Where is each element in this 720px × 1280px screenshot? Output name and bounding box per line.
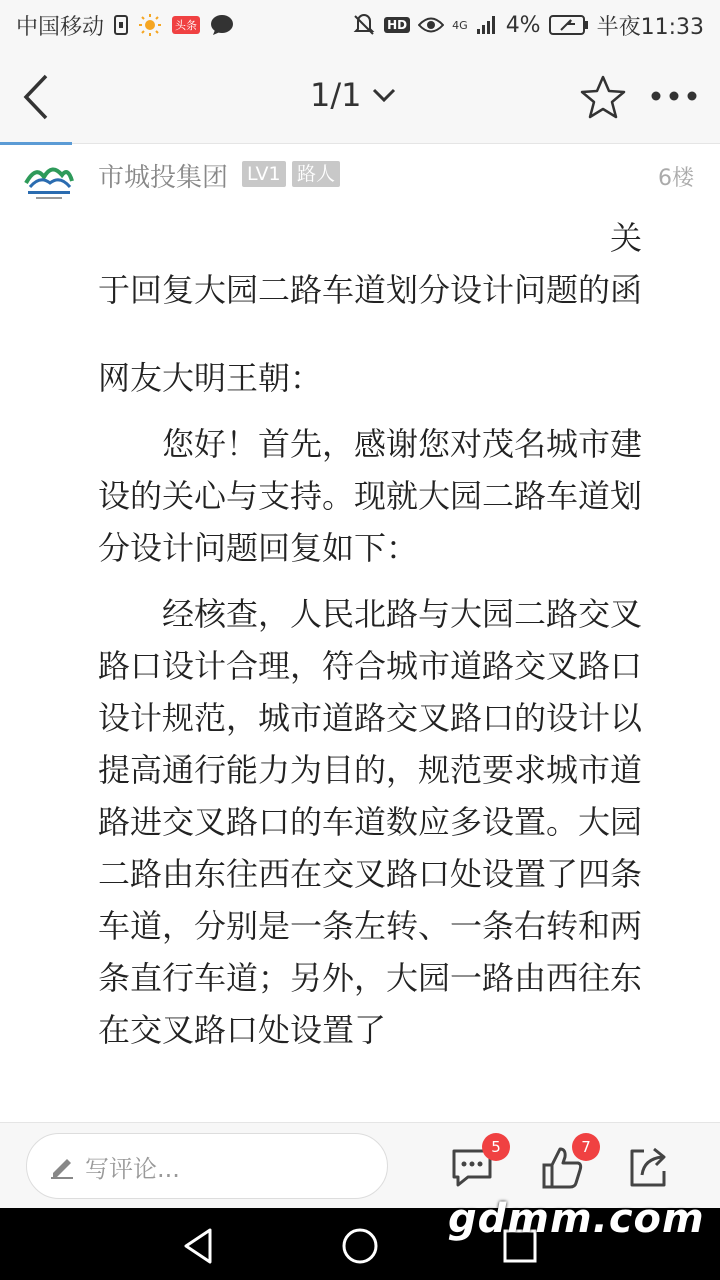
like-button[interactable]: [538, 1138, 591, 1191]
avatar[interactable]: [22, 153, 76, 207]
star-icon: [580, 74, 626, 120]
status-right: [352, 10, 704, 41]
carrier-label: 中国移动: [16, 14, 105, 40]
post-content: [98, 212, 648, 1056]
favorite-button[interactable]: [580, 74, 626, 120]
author-logo-icon: [22, 153, 76, 207]
status-left: [16, 10, 234, 41]
comments-button[interactable]: [448, 1138, 501, 1191]
comment-placeholder: 写评论...: [85, 1154, 180, 1183]
chevron-left-icon: [18, 72, 58, 122]
role-badge: 路人: [292, 161, 340, 187]
back-button[interactable]: [18, 72, 58, 122]
post-paragraph: 您好！首先，感谢您对茂名城市建设的关心与支持。现就大园二路车道划分设计问题回复如下：: [98, 425, 643, 567]
floor-label: 6楼: [658, 166, 694, 191]
spacer: [98, 316, 648, 344]
share-button[interactable]: [624, 1143, 672, 1191]
circle-home-icon: [340, 1226, 380, 1266]
system-back-button[interactable]: [180, 1226, 220, 1266]
signal-icon: [476, 15, 498, 35]
toutiao-app-icon: 头条: [172, 16, 200, 34]
post-greeting: 网友大明王朝：: [98, 359, 323, 397]
eye-icon: [418, 16, 444, 34]
status-bar: [0, 0, 720, 50]
page-indicator-text: 1/1: [310, 76, 362, 114]
more-button[interactable]: [650, 86, 698, 106]
sim-card-icon: [114, 15, 128, 35]
level-badge: LV1: [242, 161, 286, 187]
pencil-icon: [49, 1153, 75, 1179]
battery-icon: [549, 14, 589, 36]
like-count-badge: 7: [572, 1133, 600, 1161]
post-paragraph: 经核查，人民北路与大园二路交叉路口设计合理，符合城市道路交叉路口设计规范，城市道路交叉路口的设计以提高通行能力为目的，规范要求城市道路进交叉路口的车道数应多设置。大园二路由东往西在交叉路口处设置了四条车道，分别是一条左转、一条右转和两条直行车道；另外，大园一路由西往东在交叉路口处设置了: [98, 595, 643, 1049]
weather-sun-icon: [138, 13, 162, 37]
hd-badge: HD: [384, 17, 410, 33]
clock: 半夜11:33: [596, 14, 704, 40]
network-type: 4G: [452, 18, 468, 32]
post-title-line1: 关: [609, 219, 642, 257]
share-icon: [624, 1143, 672, 1191]
top-nav: [0, 50, 720, 144]
page-selector[interactable]: [310, 76, 396, 114]
chat-bubble-icon: [210, 14, 234, 36]
post-header: [0, 145, 720, 205]
chevron-down-icon: [372, 88, 396, 102]
author-name[interactable]: 市城投集团: [98, 163, 229, 193]
mute-icon: [352, 13, 376, 37]
comment-input[interactable]: [26, 1133, 388, 1199]
more-dots-icon: [650, 86, 698, 106]
system-home-button[interactable]: [340, 1226, 380, 1266]
post-title-line2: 于回复大园二路车道划分设计问题的函: [98, 271, 643, 309]
spacer: [98, 574, 648, 588]
triangle-back-icon: [180, 1226, 220, 1266]
spacer: [98, 404, 648, 418]
battery-percent: 4%: [505, 12, 541, 38]
comment-count-badge: 5: [482, 1133, 510, 1161]
watermark: gdmm.com: [448, 1196, 705, 1242]
